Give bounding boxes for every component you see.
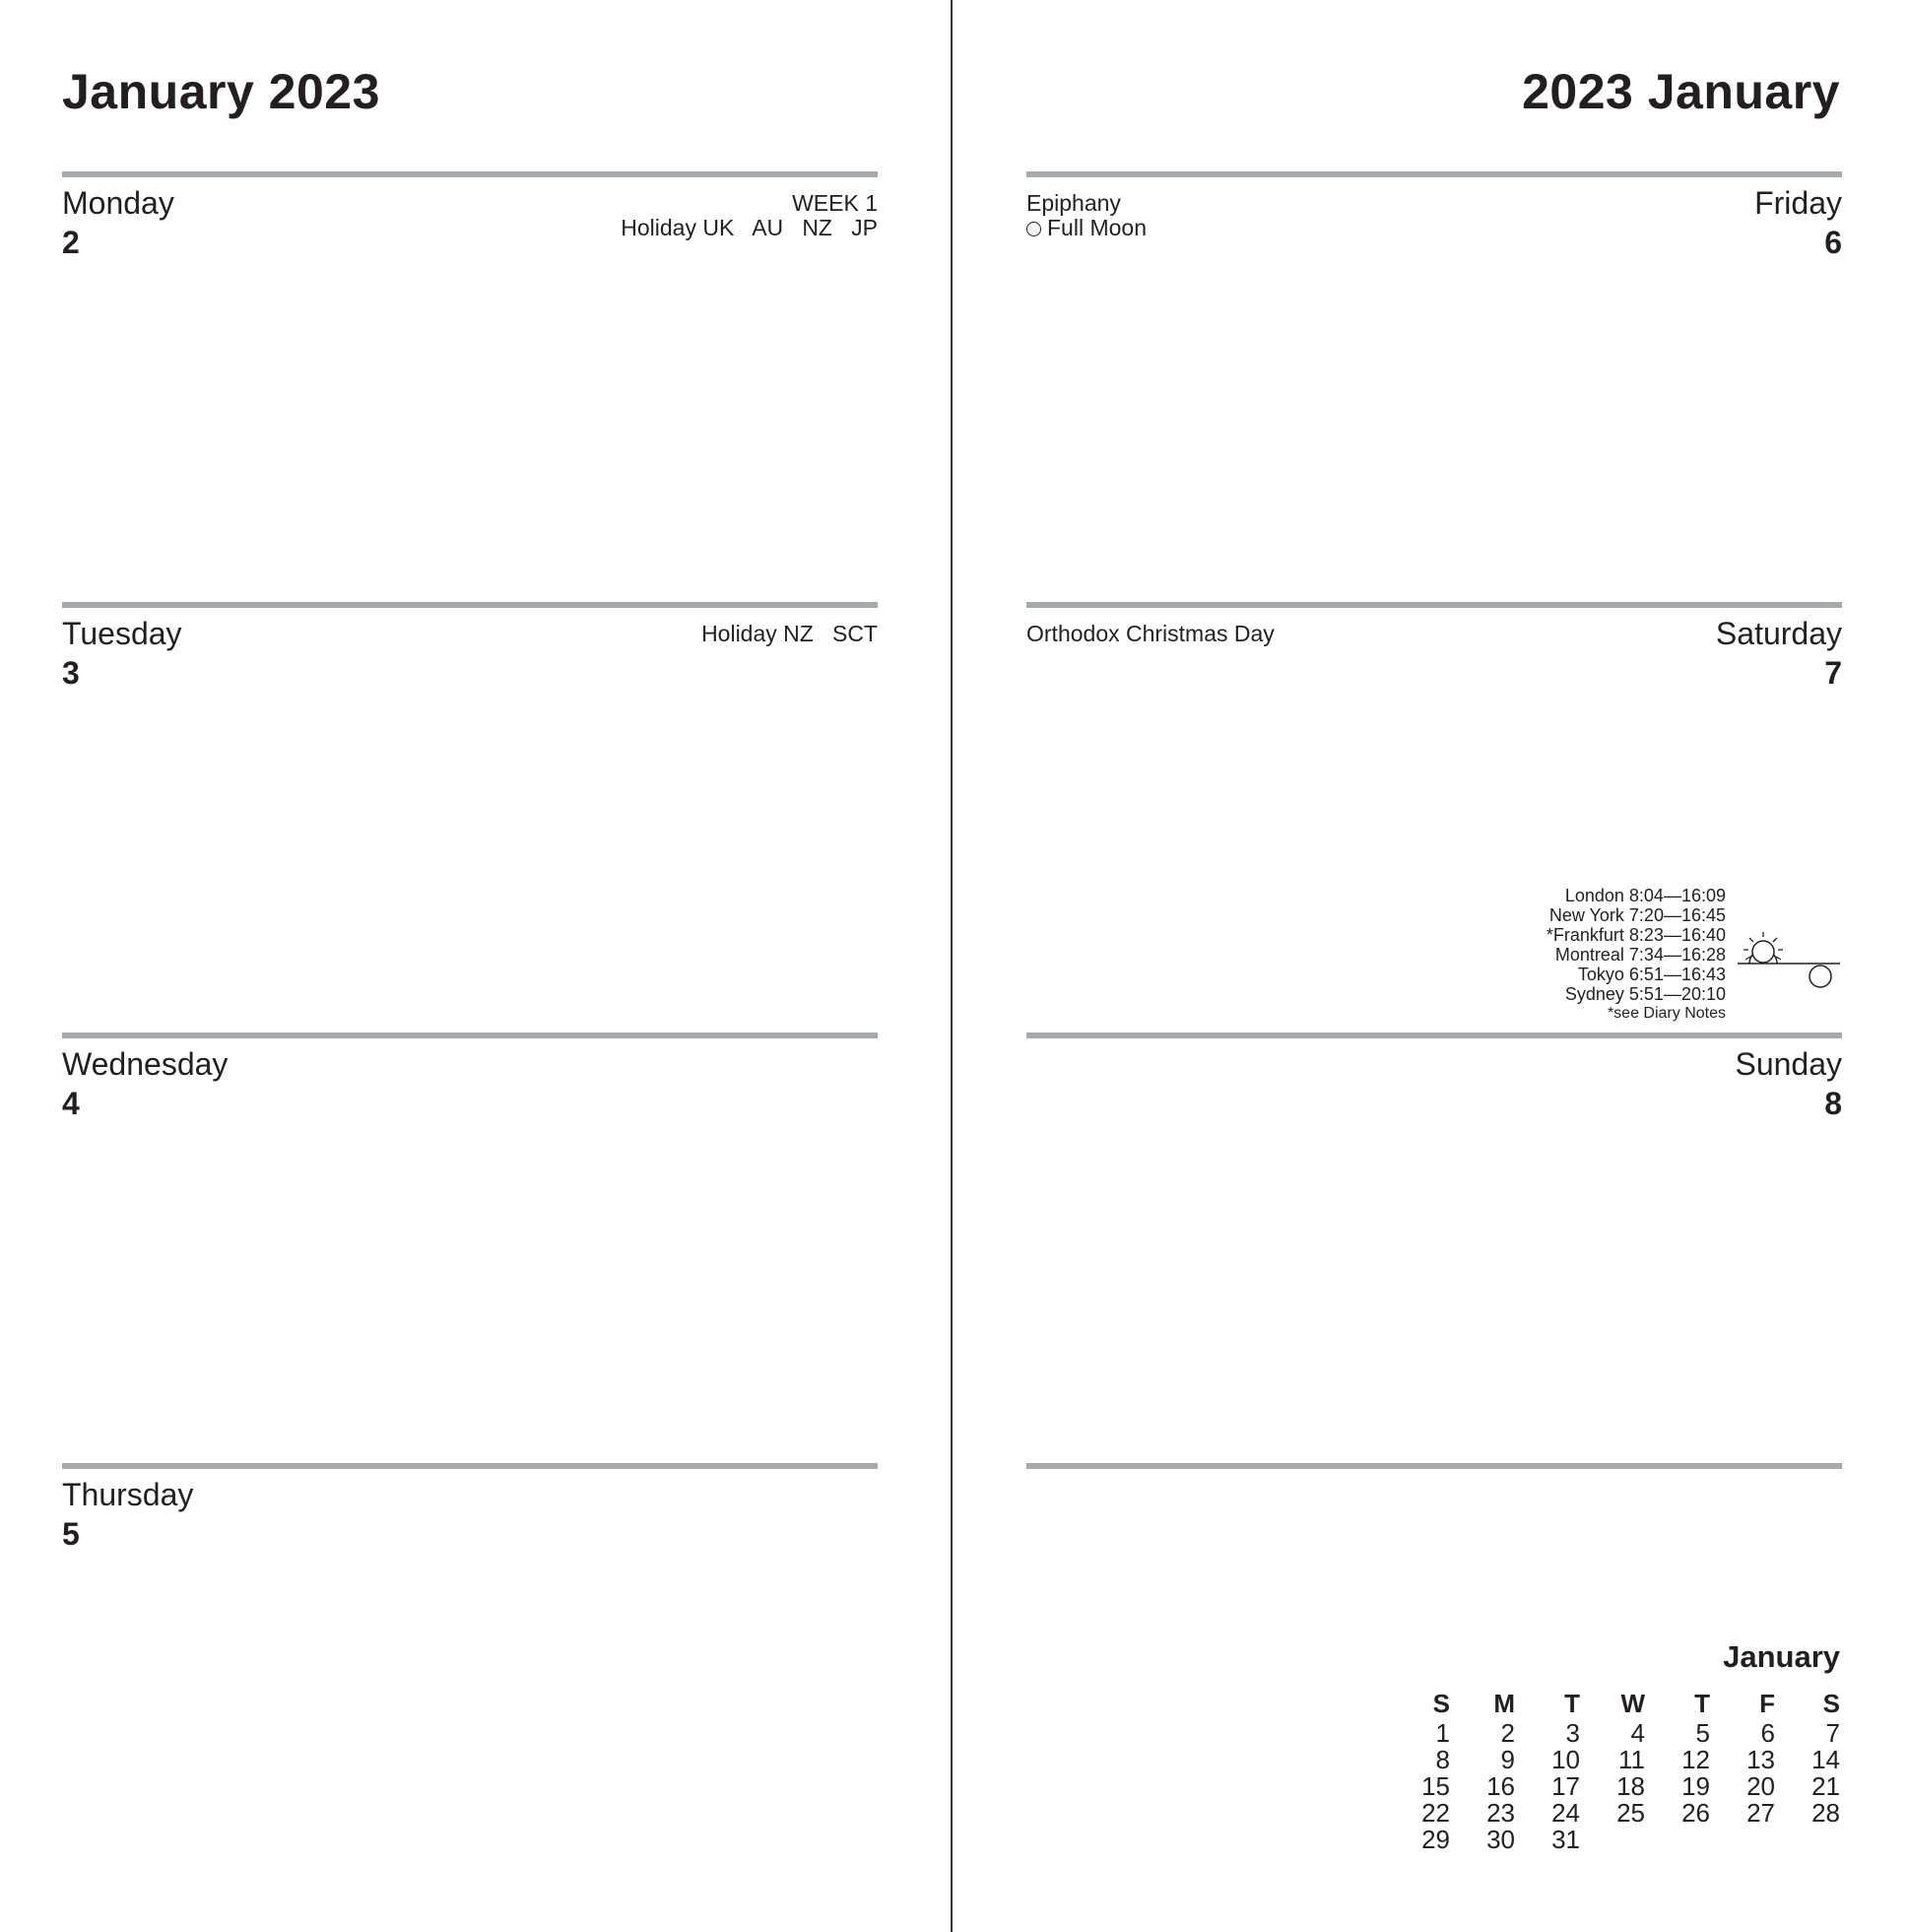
day-notes [701,622,878,646]
day-number: 5 [62,1516,80,1552]
mini-calendar-grid [1416,1691,1840,1853]
mini-calendar-date[interactable]: 6 [1760,1718,1775,1748]
mini-calendar-date[interactable]: 19 [1681,1771,1710,1801]
day-name: Friday [1754,185,1842,221]
holiday-note: Holiday NZ SCT [701,621,878,646]
mini-calendar-date[interactable]: 16 [1486,1771,1515,1801]
mini-calendar-date[interactable]: 30 [1486,1825,1515,1854]
mini-calendar-date [1710,1827,1775,1853]
sun-times-footnote: *see Diary Notes [1607,1005,1726,1022]
weekday-label: T [1694,1689,1710,1718]
day-name: Wednesday [62,1046,229,1082]
mini-calendar-date[interactable]: 27 [1746,1798,1775,1828]
mini-calendar-date[interactable]: 17 [1551,1771,1580,1801]
mini-calendar-date[interactable]: 7 [1825,1718,1840,1748]
day-number: 8 [1824,1086,1842,1121]
mini-calendar-date[interactable]: 26 [1681,1798,1710,1828]
day-rule [1026,602,1842,608]
day-number: 2 [62,225,80,260]
sunrise-sunset-icon [1736,926,1842,991]
mini-calendar-date[interactable]: 8 [1435,1745,1450,1774]
mini-calendar-date[interactable]: 18 [1616,1771,1645,1801]
weekday-label: M [1493,1689,1515,1718]
sun-time-row: *Frankfurt 8:23—16:40 [1546,925,1726,945]
day-rule [1026,1033,1842,1038]
mini-calendar-date[interactable]: 9 [1500,1745,1515,1774]
mini-calendar-week [1416,1773,1840,1800]
mini-calendar-week [1416,1747,1840,1773]
day-rule [62,1033,878,1038]
mini-calendar-date[interactable]: 2 [1500,1718,1515,1748]
day-name: Sunday [1735,1046,1842,1082]
mini-calendar-date[interactable]: 1 [1435,1718,1450,1748]
holiday-note: Orthodox Christmas Day [1026,621,1275,646]
day-block-sunday[interactable] [1026,1033,1842,1462]
mini-calendar-month: January [1723,1639,1840,1674]
mini-calendar [1416,1639,1840,1853]
weekday-label: S [1432,1689,1450,1718]
day-name: Saturday [1715,616,1842,651]
weekday-label: F [1759,1689,1775,1718]
moon-phase-label: Full Moon [1047,215,1147,240]
moon-phase [1026,216,1147,240]
day-name: Monday [62,185,174,221]
mini-calendar-date[interactable]: 31 [1551,1825,1580,1854]
day-rule [1026,171,1842,177]
mini-calendar-date[interactable]: 14 [1811,1745,1840,1774]
day-rule [62,171,878,177]
mini-calendar-date[interactable]: 20 [1746,1771,1775,1801]
day-name: Thursday [62,1477,194,1512]
day-number: 6 [1824,225,1842,260]
day-block-tuesday[interactable] [62,602,878,1032]
mini-calendar-week [1416,1800,1840,1827]
mini-calendar-weekdays [1416,1691,1840,1720]
sun-time-row: Montreal 7:34—16:28 [1554,945,1726,965]
weekday-label: W [1620,1689,1645,1718]
day-number: 4 [62,1086,80,1121]
day-name: Tuesday [62,616,182,651]
bottom-rule [1026,1463,1842,1469]
full-moon-icon [1026,222,1041,236]
weekday-label: T [1564,1689,1580,1718]
holiday-note: Epiphany [1026,190,1121,216]
mini-calendar-date[interactable]: 3 [1565,1718,1580,1748]
left-page-title: January 2023 [62,64,380,119]
mini-calendar-date[interactable]: 28 [1811,1798,1840,1828]
mini-calendar-date[interactable]: 25 [1616,1798,1645,1828]
sun-time-row: London 8:04—16:09 [1564,886,1726,905]
mini-calendar-date[interactable]: 29 [1421,1825,1450,1854]
mini-calendar-date[interactable]: 11 [1618,1745,1645,1774]
day-rule [62,1463,878,1469]
mini-calendar-date[interactable]: 12 [1681,1745,1710,1774]
mini-calendar-date[interactable]: 13 [1746,1745,1775,1774]
mini-calendar-date[interactable]: 5 [1695,1718,1710,1748]
day-number: 7 [1824,655,1842,691]
mini-calendar-date[interactable]: 24 [1551,1798,1580,1828]
day-rule [62,602,878,608]
mini-calendar-week [1416,1720,1840,1747]
sun-time-row: Sydney 5:51—20:10 [1564,984,1726,1004]
day-block-friday[interactable] [1026,171,1842,601]
mini-calendar-date [1580,1827,1645,1853]
mini-calendar-date[interactable]: 22 [1421,1798,1450,1828]
mini-calendar-date[interactable]: 21 [1811,1771,1840,1801]
weekday-label: S [1822,1689,1840,1718]
mini-calendar-week [1416,1827,1840,1853]
mini-calendar-date[interactable]: 23 [1486,1798,1515,1828]
right-page-title: 2023 January [1522,64,1840,119]
mini-calendar-date [1645,1827,1710,1853]
day-number: 3 [62,655,80,691]
page-spine [951,0,953,1932]
day-block-wednesday[interactable] [62,1033,878,1462]
sunrise-sunset-list [1547,886,1726,1024]
sun-time-row: New York 7:20—16:45 [1548,905,1726,925]
day-notes [1026,622,1275,646]
holiday-note: Holiday UK AU NZ JP [621,215,878,240]
mini-calendar-date[interactable]: 4 [1630,1718,1645,1748]
week-number: WEEK 1 [792,190,878,216]
mini-calendar-date[interactable]: 10 [1551,1745,1580,1774]
mini-calendar-date [1775,1827,1840,1853]
mini-calendar-date[interactable]: 15 [1421,1771,1450,1801]
day-block-thursday[interactable] [62,1463,878,1893]
day-block-monday[interactable] [62,171,878,601]
sun-time-row: Tokyo 6:51—16:43 [1577,965,1726,984]
day-notes [1026,191,1147,240]
day-notes [621,191,878,240]
